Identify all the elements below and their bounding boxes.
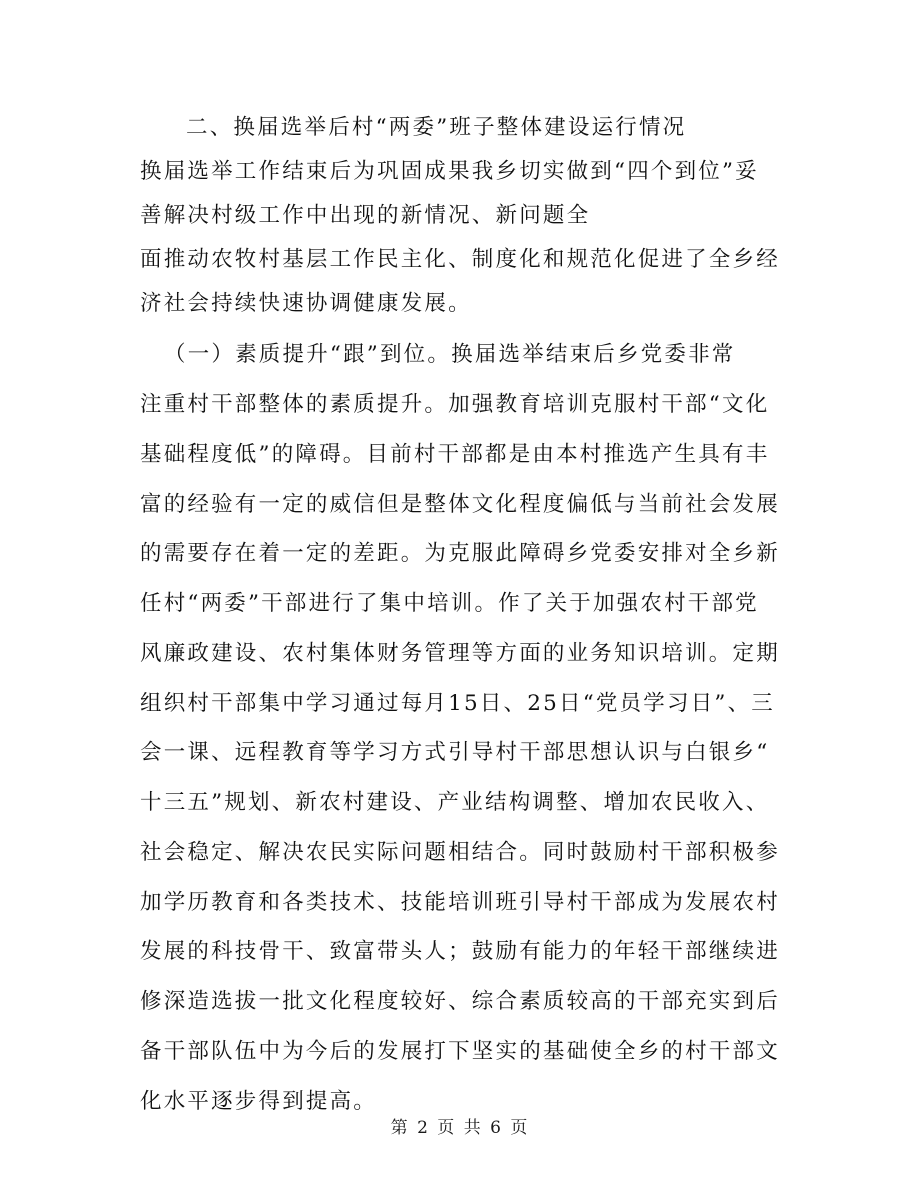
intro-line-2: 善解决村级工作中出现的新情况、新问题全 xyxy=(140,203,591,228)
intro-line-4: 济社会持续快速协调健康发展。 xyxy=(140,291,472,316)
paragraph-line-3: 基础程度低”的障碍。目前村干部都是由本村推选产生具有丰 xyxy=(140,442,770,467)
page-number-footer: 第 2 页 共 6 页 xyxy=(390,1118,530,1138)
paragraph-line-12: 加学历教育和各类技术、技能培训班引导村干部成为发展农村 xyxy=(140,890,780,915)
paragraph-line-4: 富的经验有一定的威信但是整体文化程度偏低与当前社会发展 xyxy=(140,492,780,517)
paragraph-line-8: 组织村干部集中学习通过每月15日、25日“党员学习日”、三 xyxy=(140,691,776,716)
paragraph-line-7: 风廉政建设、农村集体财务管理等方面的业务知识培训。定期 xyxy=(140,641,780,666)
paragraph-line-5: 的需要存在着一定的差距。为克服此障碍乡党委安排对全乡新 xyxy=(140,541,780,566)
paragraph-line-2: 注重村干部整体的素质提升。加强教育培训克服村干部“文化 xyxy=(140,392,770,417)
intro-line-1: 换届选举工作结束后为巩固成果我乡切实做到“四个到位”妥 xyxy=(140,159,759,184)
section-heading: 二、换届选举后村“两委”班子整体建设运行情况 xyxy=(186,115,687,140)
intro-line-3: 面推动农牧村基层工作民主化、制度化和规范化促进了全乡经 xyxy=(140,247,780,272)
paragraph-line-14: 修深造选拔一批文化程度较好、综合素质较高的干部充实到后 xyxy=(140,989,780,1014)
paragraph-line-11: 社会稳定、解决农民实际问题相结合。同时鼓励村干部积极参 xyxy=(140,840,780,865)
paragraph-line-9: 会一课、远程教育等学习方式引导村干部思想认识与白银乡“ xyxy=(140,740,770,765)
paragraph-line-15: 备干部队伍中为今后的发展打下坚实的基础使全乡的村干部文 xyxy=(140,1039,780,1064)
paragraph-line-10: 十三五”规划、新农村建设、产业结构调整、增加农民收入、 xyxy=(140,790,770,815)
paragraph-line-6: 任村“两委”干部进行了集中培训。作了关于加强农村干部党 xyxy=(140,591,759,616)
paragraph-line-16: 化水平逐步得到提高。 xyxy=(140,1089,378,1114)
paragraph-line-1: （一）素质提升“跟”到位。换届选举结束后乡党委非常 xyxy=(164,342,736,367)
paragraph-line-13: 发展的科技骨干、致富带头人；鼓励有能力的年轻干部继续进 xyxy=(140,939,780,964)
